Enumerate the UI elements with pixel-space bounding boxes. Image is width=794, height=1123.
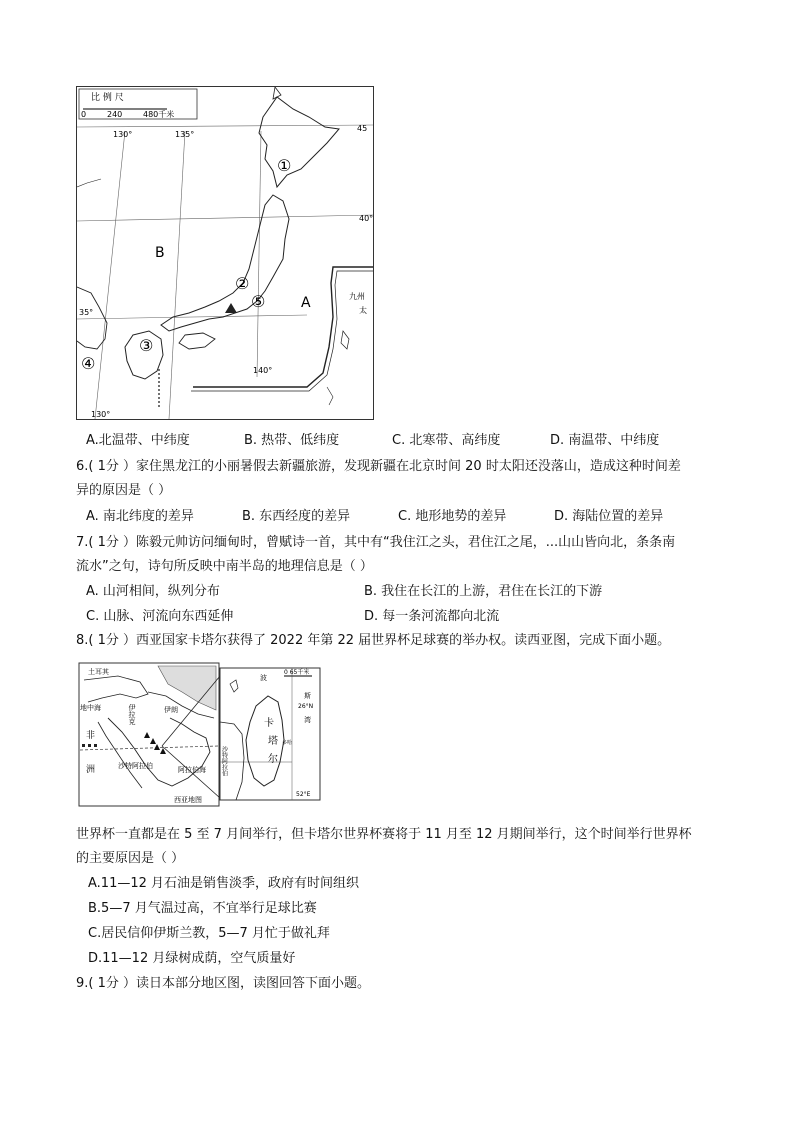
inset-lon: 52°E [296, 791, 311, 798]
scale-tick-240: 240 [107, 110, 123, 119]
scale-tick-480: 480千米 [143, 110, 175, 119]
inset-kyushu: 九州 [349, 292, 365, 301]
circled-3: ③ [139, 336, 154, 355]
q8-stem-line1: 8.( 1分 ）西亚国家卡塔尔获得了 2022 年第 22 届世界杯足球赛的举办权。读西亚图，完成下面小题。 [76, 633, 671, 648]
q6-option-c[interactable]: C. 地形地势的差异 [398, 509, 507, 524]
inset-si: 斯 [304, 692, 311, 700]
lat-label-45: 45 [357, 124, 368, 133]
west-asia-map [78, 662, 322, 807]
q7-stem-line2: 流水”之句，诗句所反映中南半岛的地理信息是（ ） [76, 559, 373, 574]
q5-option-a[interactable]: A.北温带、中纬度 [86, 433, 190, 448]
q5-option-c[interactable]: C. 北寒带、高纬度 [392, 433, 501, 448]
q5-option-d[interactable]: D. 南温带、中纬度 [550, 433, 660, 448]
q6-option-a[interactable]: A. 南北纬度的差异 [86, 509, 194, 524]
lat-label-40: 40° [359, 214, 373, 223]
inset-ka: 卡 [264, 718, 274, 729]
q6-option-d[interactable]: D. 海陆位置的差异 [554, 509, 664, 524]
circled-4: ④ [81, 354, 96, 373]
q8-option-b[interactable]: B.5—7 月气温过高，不宜举行足球比赛 [88, 901, 317, 916]
q9-stem-line1: 9.( 1分 ）读日本部分地区图，读图回答下面小题。 [76, 976, 371, 991]
q8-option-c[interactable]: C.居民信仰伊斯兰教，5—7 月忙于做礼拜 [88, 926, 330, 941]
q8-option-d[interactable]: D.11—12 月绿树成荫，空气质量好 [88, 951, 296, 966]
circled-2: ② [235, 274, 250, 293]
lon-label-130: 130° [113, 130, 133, 139]
inset-lat: 26°N [298, 703, 314, 710]
q7-stem-line1: 7.( 1分 ）陈毅元帅访问缅甸时，曾赋诗一首，其中有“我住江之头，君住江之尾，...山山皆向北，条条南 [76, 535, 676, 550]
lon-label-135: 135° [175, 130, 195, 139]
circled-1: ① [277, 156, 292, 175]
inset-saudi: 沙特阿拉伯 [220, 746, 228, 776]
scale-tick-0: 0 [81, 110, 87, 119]
q5-option-b[interactable]: B. 热带、低纬度 [244, 433, 340, 448]
lon-label-140: 140° [253, 366, 273, 375]
lat-label-35: 35° [79, 308, 94, 317]
q6-stem-line2: 异的原因是（ ） [76, 483, 172, 498]
region-a: A [301, 295, 311, 311]
inset-bo: 波 [260, 674, 267, 682]
inset-wan: 湾 [304, 716, 311, 724]
circled-5: ⑤ [251, 292, 266, 311]
label-west-asia-map: 西亚地图 [174, 796, 202, 804]
inset-ta: 塔 [268, 736, 278, 747]
q6-option-b[interactable]: B. 东西经度的差异 [242, 509, 351, 524]
q6-stem-line1: 6.( 1分 ）家住黑龙江的小丽暑假去新疆旅游，发现新疆在北京时间 20 时太阳还没落山，造成这种时间差 [76, 459, 681, 474]
label-saudi: 沙特阿拉伯 [118, 762, 153, 770]
label-iran: 伊朗 [164, 706, 178, 714]
inset-tai: 太 [359, 306, 367, 315]
label-turkey: 土耳其 [88, 668, 109, 676]
q7-option-a[interactable]: A. 山河相间，纵列分布 [86, 584, 220, 599]
q7-option-c[interactable]: C. 山脉、河流向东西延伸 [86, 609, 234, 624]
lon-label-130b: 130° [91, 410, 111, 419]
japan-map [76, 86, 374, 420]
scale-title: 比 例 尺 [91, 93, 124, 103]
inset-er: 尔 [268, 754, 278, 765]
label-arabian-sea: 阿拉伯海 [178, 766, 206, 774]
q8-option-a[interactable]: A.11—12 月石油是销售淡季，政府有时间组织 [88, 876, 360, 891]
q8-question-line2: 的主要原因是（ ） [76, 851, 185, 866]
label-fei: 非 [86, 731, 96, 741]
q7-option-b[interactable]: B. 我住在长江的上游，君住在长江的下游 [364, 584, 603, 599]
label-iraq: 伊拉克 [128, 704, 136, 725]
q7-option-d[interactable]: D. 每一条河流都向北流 [364, 609, 500, 624]
q8-question-line1: 世界杯一直都是在 5 至 7 月间举行，但卡塔尔世界杯赛将于 11 月至 12 月期间举行，这个时间举行世界杯 [76, 827, 692, 842]
label-zhou: 洲 [86, 765, 96, 775]
inset-doha: 多哈 [282, 740, 293, 746]
label-med: 地中海 [80, 704, 101, 712]
inset-scale: 0 65千米 [284, 669, 310, 676]
region-b: B [155, 245, 165, 261]
